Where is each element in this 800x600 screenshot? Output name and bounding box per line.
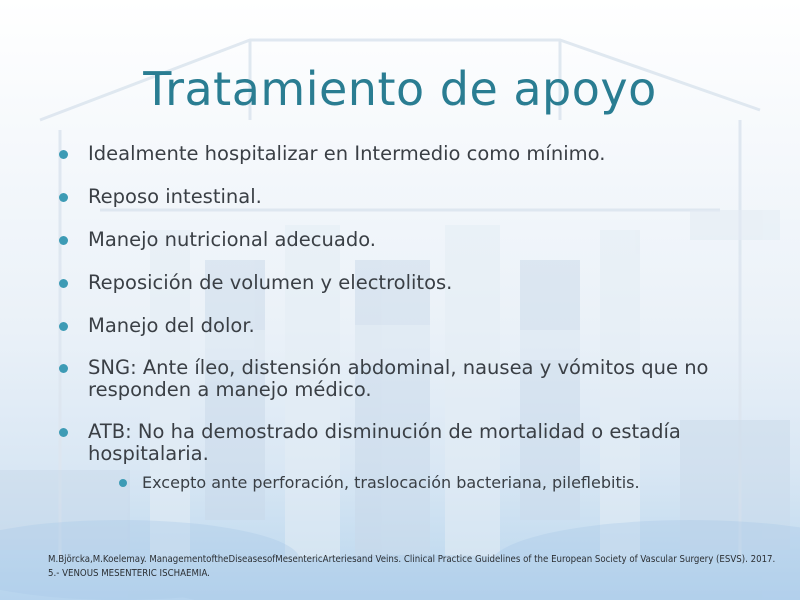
slide-title: Tratamiento de apoyo bbox=[143, 62, 657, 116]
bullet-item bbox=[58, 315, 748, 337]
footer-reference: M.Björcka,M.Koelemay. ManagementoftheDiseasesofMesentericArteriesand Veins. Clinical Practice Guidelines of the European Society of Vascular Surgery (ESVS). 2017. 5.- VENOUS MESENTERIC ISCHAEMIA. bbox=[48, 554, 776, 579]
bullet-text: Idealmente hospitalizar en Intermedio como mínimo. bbox=[88, 142, 606, 165]
bullet-dot-icon bbox=[59, 150, 68, 159]
bullet-text: Manejo del dolor. bbox=[88, 314, 255, 337]
bullet-list bbox=[58, 143, 748, 493]
bullet-text: Reposición de volumen y electrolitos. bbox=[88, 271, 453, 294]
bullet-dot-icon bbox=[59, 364, 68, 373]
bullet-dot-icon bbox=[59, 193, 68, 202]
bullet-item bbox=[58, 229, 748, 251]
bullet-item bbox=[58, 272, 748, 294]
bullet-text: Manejo nutricional adecuado. bbox=[88, 228, 376, 251]
bullet-item bbox=[58, 421, 748, 465]
sub-bullet-dot-icon bbox=[119, 479, 127, 487]
sub-bullet-item bbox=[58, 473, 748, 493]
bullet-item bbox=[58, 143, 748, 165]
sub-bullet-text: Excepto ante perforación, traslocación bacteriana, pileflebitis. bbox=[142, 473, 640, 492]
bullet-dot-icon bbox=[59, 322, 68, 331]
bullet-dot-icon bbox=[59, 428, 68, 437]
bullet-text: Reposo intestinal. bbox=[88, 185, 262, 208]
bullet-dot-icon bbox=[59, 236, 68, 245]
bullet-text: SNG: Ante íleo, distensión abdominal, nausea y vómitos que no responden a manejo médico. bbox=[88, 356, 709, 401]
bullet-item bbox=[58, 357, 748, 401]
bullet-item bbox=[58, 186, 748, 208]
bullet-dot-icon bbox=[59, 279, 68, 288]
bullet-text: ATB: No ha demostrado disminución de mortalidad o estadía hospitalaria. bbox=[88, 420, 681, 465]
